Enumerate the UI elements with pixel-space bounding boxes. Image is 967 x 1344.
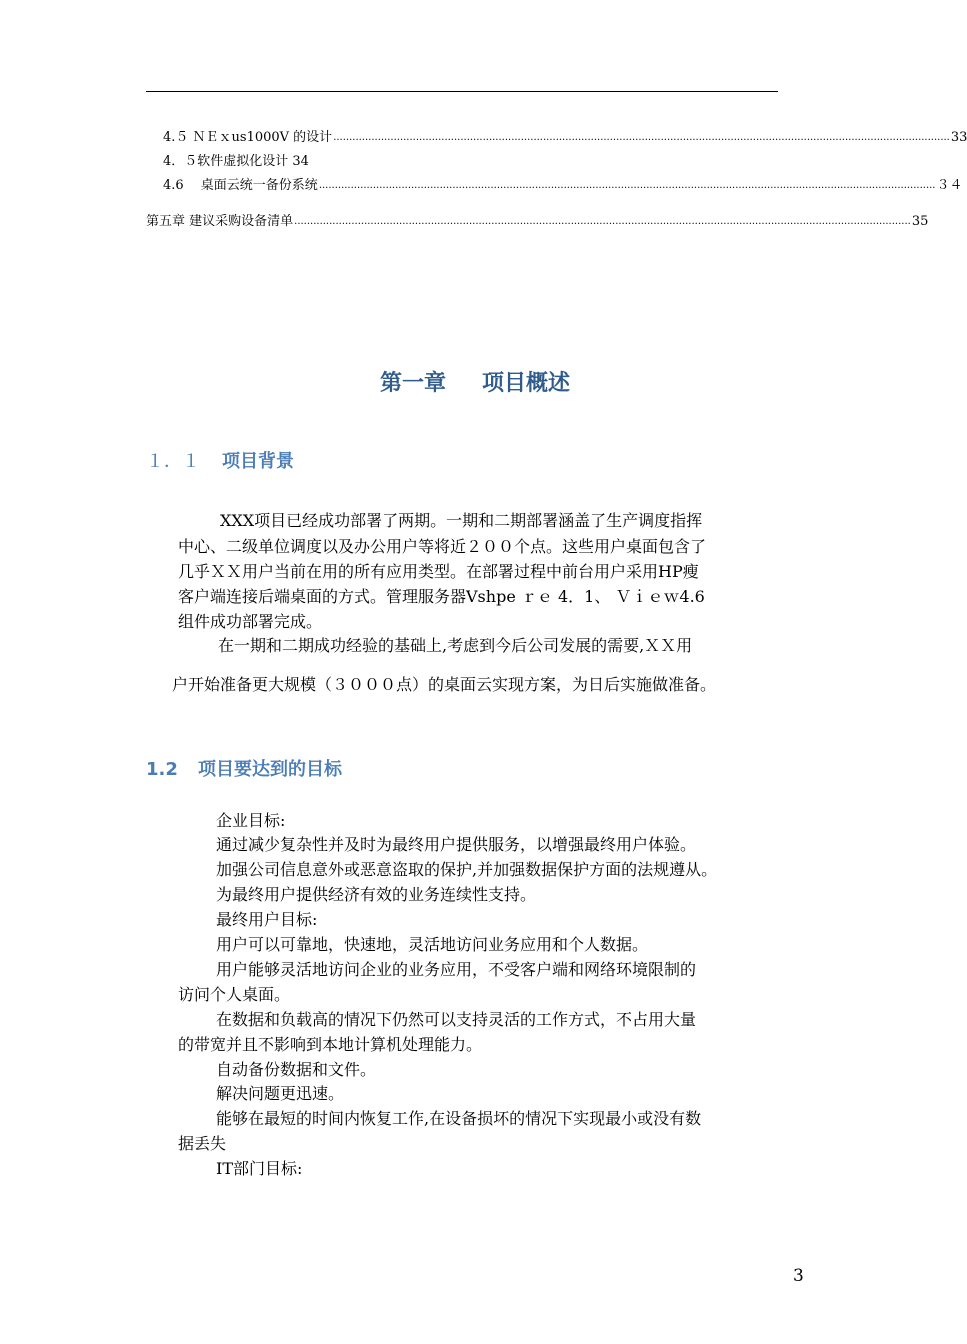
paragraph-line: 企业目标: xyxy=(216,811,286,830)
paragraph-line: 用户能够灵活地访问企业的业务应用，不受客户端和网络环境限制的 xyxy=(216,960,697,979)
paragraph-line: 解决问题更迅速。 xyxy=(216,1084,345,1103)
toc-entry-page: 33 xyxy=(950,130,967,145)
chapter-heading xyxy=(0,366,950,397)
paragraph-line: 为最终用户提供经济有效的业务连续性支持。 xyxy=(216,885,537,904)
section-number: 1.2 xyxy=(146,759,178,780)
section-number: １．１ xyxy=(146,451,200,472)
paragraph-line: 访问个人桌面。 xyxy=(178,985,291,1004)
paragraph-line: 组件成功部署完成。 xyxy=(178,612,323,631)
toc-entry-title: 第五章 建议采购设备清单 xyxy=(146,214,294,229)
paragraph-line: XXX项目已经成功部署了两期。一期和二期部署涵盖了生产调度指挥 xyxy=(220,511,703,530)
toc-entry[interactable] xyxy=(146,211,929,229)
chapter-title: 项目概述 xyxy=(482,371,571,396)
paragraph-line: 最终用户目标: xyxy=(216,910,318,929)
page-number: 3 xyxy=(793,1266,804,1286)
toc-leader-dots: .................................................................................................................................................................................................. xyxy=(333,132,950,143)
toc-entry-title: 4.6 桌面云统一备份系统 xyxy=(163,178,318,193)
paragraph-line: 据丢失 xyxy=(178,1134,227,1153)
header-rule xyxy=(146,91,778,92)
section-title: 项目要达到的目标 xyxy=(198,759,342,780)
toc-entry-page: 35 xyxy=(911,214,929,229)
paragraph-line: 用户可以可靠地，快速地，灵活地访问业务应用和个人数据。 xyxy=(216,935,649,954)
paragraph-line: IT部门目标: xyxy=(216,1159,303,1178)
toc-leader-dots: .................................................................................................................................................................................................. xyxy=(294,216,911,227)
toc-entry[interactable] xyxy=(163,175,963,193)
paragraph-line: 客户端连接后端桌面的方式。管理服务器Vshpe ｒｅ 4．1、 Ｖｉｅｗ4.6 xyxy=(178,587,705,606)
toc-entry[interactable] xyxy=(163,151,309,169)
paragraph-line: 中心、二级单位调度以及办公用户等将近２００个点。这些用户桌面包含了 xyxy=(178,537,707,556)
paragraph-line: 户开始准备更大规模（３０００点）的桌面云实现方案，为日后实施做准备。 xyxy=(172,675,717,694)
chapter-number: 第一章 xyxy=(379,371,446,396)
section-heading xyxy=(146,447,294,473)
section-heading xyxy=(146,755,342,781)
toc-leader-dots: .................................................................................................................................................................................................. xyxy=(318,180,936,191)
paragraph-line: 自动备份数据和文件。 xyxy=(216,1060,377,1079)
paragraph-line: 在数据和负载高的情况下仍然可以支持灵活的工作方式，不占用大量 xyxy=(216,1010,697,1029)
paragraph-line: 通过减少复杂性并及时为最终用户提供服务，以增强最终用户体验。 xyxy=(216,835,697,854)
toc-entry-title: 4．５软件虚拟化设计 34 xyxy=(163,154,309,169)
toc-entry-title: 4.５ ＮＥｘus1000V 的设计 xyxy=(163,130,333,145)
paragraph-line: 几乎ＸＸ用户当前在用的所有应用类型。在部署过程中前台用户采用HP瘦 xyxy=(178,562,699,581)
paragraph-line: 在一期和二期成功经验的基础上,考虑到今后公司发展的需要,ＸＸ用 xyxy=(218,636,693,655)
toc-entry-page: ３４ xyxy=(936,178,963,193)
paragraph-line: 加强公司信息意外或恶意盗取的保护,并加强数据保护方面的法规遵从。 xyxy=(216,860,718,879)
section-title: 项目背景 xyxy=(222,451,294,472)
paragraph-line: 能够在最短的时间内恢复工作,在设备损坏的情况下实现最小或没有数 xyxy=(216,1109,702,1128)
toc-entry[interactable] xyxy=(163,127,967,145)
paragraph-line: 的带宽并且不影响到本地计算机处理能力。 xyxy=(178,1035,483,1054)
